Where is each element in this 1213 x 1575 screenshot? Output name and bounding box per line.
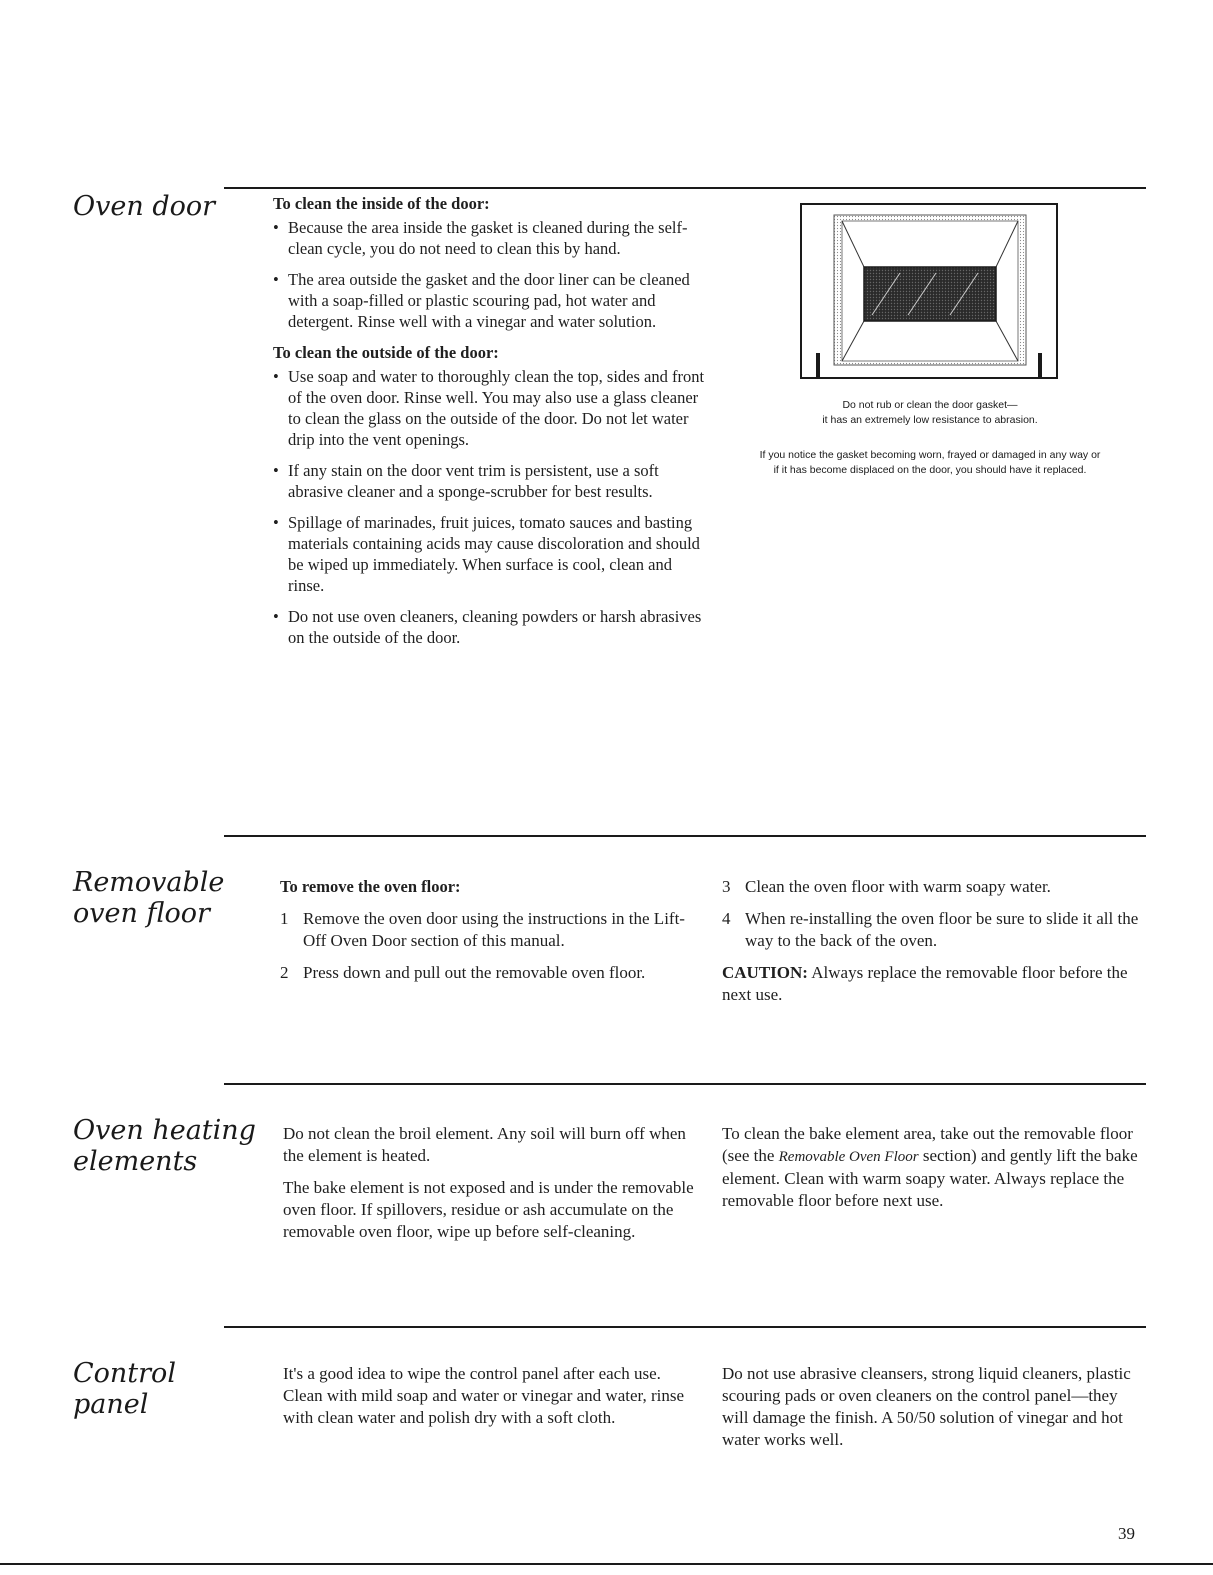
heating-elements-right-column xyxy=(722,1123,1142,1222)
caution-label: CAUTION: xyxy=(722,963,808,982)
section-reference: Removable Oven Floor xyxy=(778,1149,919,1165)
remove-floor-heading: To remove the oven floor: xyxy=(280,877,461,896)
bake-element-cleaning-paragraph xyxy=(722,1123,1142,1212)
page-bottom-rule xyxy=(0,1563,1213,1565)
section-title-control-panel xyxy=(73,1358,253,1420)
paragraph-text: section) and gently lift the bake element. Clean with warm soapy water. Always replace the removable floor before next use. xyxy=(722,1146,1138,1210)
bake-element-paragraph: The bake element is not exposed and is under the removable oven floor. If spillovers, residue or ash accumulate on the removable oven floor, wipe up before self-cleaning. xyxy=(283,1178,694,1241)
page-number: 39 xyxy=(1118,1524,1135,1543)
caution-note xyxy=(722,962,1142,1006)
list-item: • Use soap and water to thoroughly clean the top, sides and front of the oven door. Rinse well. You may also use a glass cleaner to clean the glass on the outside of the door. Do not let water drip into the vent openings. xyxy=(273,366,705,450)
section-title-line: elements xyxy=(73,1146,198,1177)
oven-door-drawing xyxy=(800,203,1058,379)
gasket-caption-bottom xyxy=(700,448,1160,478)
step-number: 3 xyxy=(722,877,731,896)
step-text: Press down and pull out the removable oven floor. xyxy=(303,963,646,982)
control-panel-right-column xyxy=(722,1363,1142,1461)
section-rule-heating-elements xyxy=(224,1083,1146,1085)
list-item: • If any stain on the door vent trim is persistent, use a soft abrasive cleaner and a sponge-scrubber for best results. xyxy=(273,460,705,502)
section-title-line: Oven heating xyxy=(73,1115,256,1146)
remove-floor-steps-left xyxy=(280,908,700,984)
outside-door-heading: To clean the outside of the door: xyxy=(273,343,499,362)
list-item: • Do not use oven cleaners, cleaning powders or harsh abrasives on the outside of the door. xyxy=(273,606,705,648)
list-item: • The area outside the gasket and the door liner can be cleaned with a soap-filled or plastic scouring pad, hot water and detergent. Rinse well with a vinegar and water solution. xyxy=(273,269,705,332)
list-item xyxy=(722,876,1142,898)
heating-elements-left-column xyxy=(283,1123,703,1253)
removable-floor-right-column xyxy=(722,876,1142,1016)
section-rule-control-panel xyxy=(224,1326,1146,1328)
removable-floor-left-column xyxy=(280,876,700,990)
step-text: When re-installing the oven floor be sure to slide it all the way to the back of the oven. xyxy=(745,909,1139,950)
oven-door-gasket-illustration xyxy=(800,203,1058,379)
section-title-oven-door xyxy=(73,191,253,222)
inside-door-bullets xyxy=(273,217,705,332)
section-rule-oven-door xyxy=(224,187,1146,189)
section-title-line: oven floor xyxy=(73,898,210,929)
list-item xyxy=(280,962,700,984)
caption-line: If you notice the gasket becoming worn, frayed or damaged in any way or xyxy=(759,449,1101,461)
caption-line: if it has become displaced on the door, you should have it replaced. xyxy=(773,464,1087,476)
list-item: • Spillage of marinades, fruit juices, tomato sauces and basting materials containing acids may cause discoloration and should be wiped up immediately. When surface is cool, clean and rinse. xyxy=(273,512,705,596)
section-title-line: panel xyxy=(73,1389,149,1420)
list-item xyxy=(722,908,1142,952)
outside-door-bullets xyxy=(273,366,705,648)
caution-text: Always replace the removable floor before the next use. xyxy=(722,963,1128,1004)
caption-line: Do not rub or clean the door gasket— xyxy=(842,399,1018,411)
broil-element-paragraph: Do not clean the broil element. Any soil will burn off when the element is heated. xyxy=(283,1124,686,1165)
section-title-removable-floor xyxy=(73,867,253,929)
section-rule-removable-floor xyxy=(224,835,1146,837)
step-text: Clean the oven floor with warm soapy water. xyxy=(745,877,1051,896)
step-number: 4 xyxy=(722,909,731,928)
step-text: Remove the oven door using the instructions in the Lift-Off Oven Door section of this manual. xyxy=(303,909,685,950)
section-title-line: Removable xyxy=(73,867,225,898)
section-title-line: Control xyxy=(73,1358,176,1389)
caption-line: it has an extremely low resistance to abrasion. xyxy=(822,414,1038,426)
oven-door-text-column xyxy=(273,193,705,658)
step-number: 2 xyxy=(280,963,289,982)
section-title-heating-elements xyxy=(73,1115,256,1177)
list-item: • Because the area inside the gasket is cleaned during the self-clean cycle, you do not need to clean this by hand. xyxy=(273,217,705,259)
gasket-caption-top xyxy=(700,398,1160,428)
inside-door-heading: To clean the inside of the door: xyxy=(273,194,490,213)
control-panel-left-column xyxy=(283,1363,703,1439)
paragraph-text: To clean the bake element area, take out the removable floor (see the xyxy=(722,1124,1133,1165)
remove-floor-steps-right xyxy=(722,876,1142,952)
control-panel-care-paragraph: It's a good idea to wipe the control panel after each use. Clean with mild soap and water or vinegar and water, rinse with clean water and polish dry with a soft cloth. xyxy=(283,1364,685,1427)
section-title-line: Oven door xyxy=(73,191,216,222)
control-panel-warning-paragraph: Do not use abrasive cleansers, strong liquid cleaners, plastic scouring pads or oven cleaners on the control panel—they will damage the finish. A 50/50 solution of vinegar and hot water works well. xyxy=(722,1364,1131,1449)
step-number: 1 xyxy=(280,909,289,928)
list-item xyxy=(280,908,700,952)
